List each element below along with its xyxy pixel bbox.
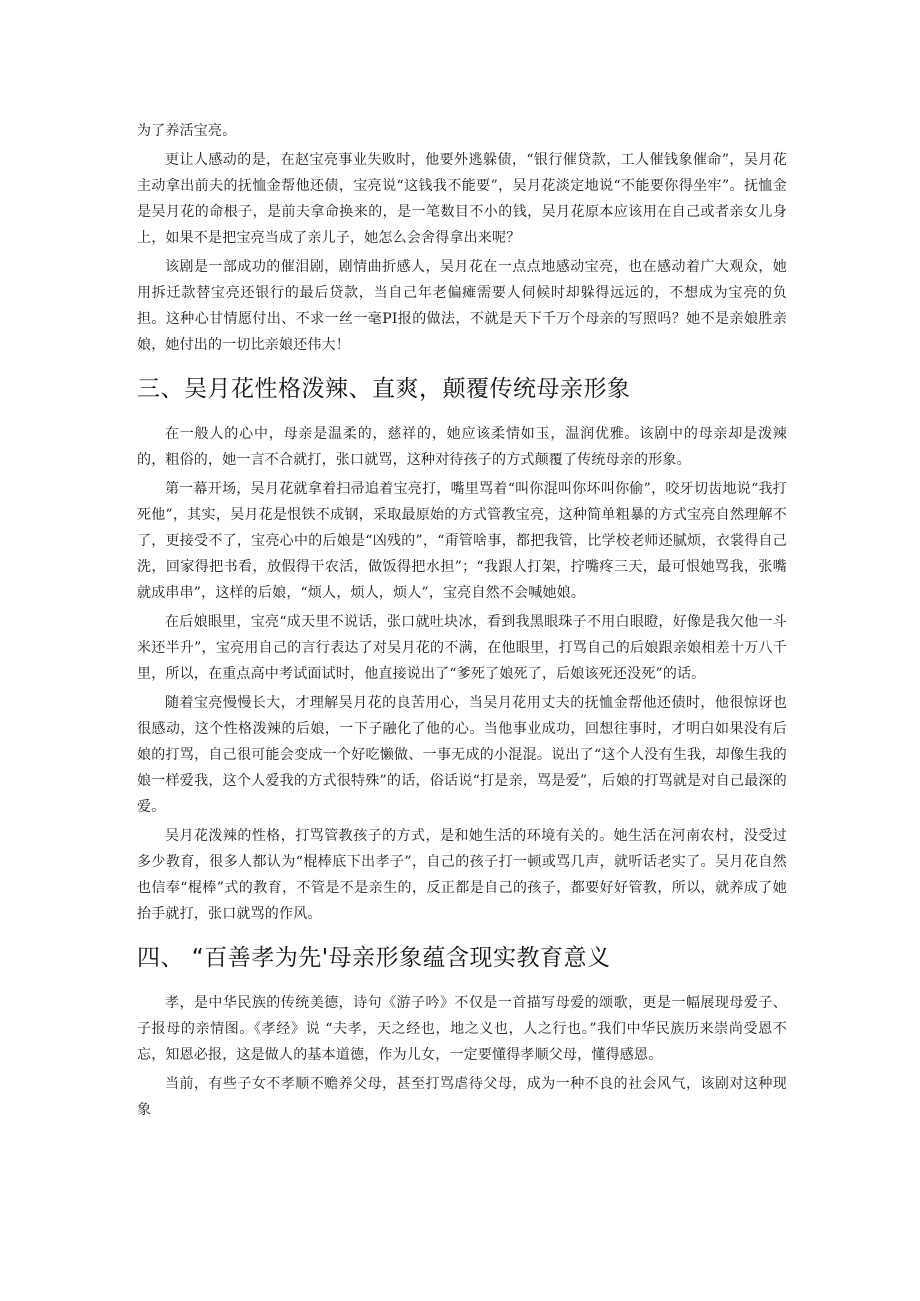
- paragraph: 当前，有些子女不孝顺不赡养父母，甚至打骂虐待父母，成为一种不良的社会风气，该剧对这种现象: [137, 1076, 787, 1118]
- paragraph: 在一般人的心中，母亲是温柔的，慈祥的，她应该柔情如玉，温润优雅。该剧中的母亲却是泼辣的，粗俗的，她一言不合就打，张口就骂，这种对待孩子的方式颠覆了传统母亲的形象。: [137, 426, 787, 468]
- section-heading-3: 三、吴月花性格泼辣、直爽，颠覆传统母亲形象: [137, 376, 631, 402]
- paragraph: 孝，是中华民族的传统美德，诗句《游子吟》不仅是一首描写母爱的颂歌，更是一幅展现母爱子、子报母的亲情图。《孝经》说 “夫孝，天之经也，地之义也，人之行也。”我们中华民族历来崇尚受恩不忘，知恩必报，这是做人的基本道德，作为儿女，一定要懂得孝顺父母，懂得感恩。: [137, 995, 787, 1063]
- section-heading-4: 四、 “百善孝为先'母亲形象蕴含现实教育意义: [137, 945, 611, 971]
- paragraph: 第一幕开场，吴月花就拿着扫帚追着宝亮打，嘴里骂着“叫你混叫你坏叫你偷”，咬牙切齿地说“我打死他”，其实，吴月花是恨铁不成钢，采取最原始的方式管教宝亮，这种简单粗暴的方式宝亮自然理解不了，更接受不了，宝亮心中的后娘是“凶残的”，“甭管啥事，都把我管，比学校老师还腻烦，衣裳得自己洗，回家得把书看，放假得干农活，做饭得把水担”；“我跟人打架，拧嘴疼三天，最可恨她骂我，张嘴就成串串”，这样的后娘，“烦人，烦人，烦人”，宝亮自然不会喊她娘。: [137, 481, 787, 601]
- paragraph: 该剧是一部成功的催泪剧，剧情曲折感人，吴月花在一点点地感动宝亮，也在感动着广大观众，她用拆迁款替宝亮还银行的最后贷款，当自己年老偏瘫需要人伺候时却躲得远远的，不想成为宝亮的负担。这种心甘情愿付出、不求一丝一毫PI报的做法，不就是天下千万个母亲的写照吗？她不是亲娘胜亲娘，她付出的一切比亲娘还伟大！: [137, 259, 787, 353]
- paragraph: 为了养活宝亮。: [137, 123, 237, 139]
- paragraph: 吴月花泼辣的性格，打骂管教孩子的方式，是和她生活的环境有关的。她生活在河南农村，没受过多少教育，很多人都认为“棍棒底下出孝子”，自己的孩子打一顿或骂几声，就听话老实了。吴月花自然也信奉“棍棒”式的教育，不管是不是亲生的，反正都是自己的孩子，都要好好管教，所以，就养成了她抬手就打，张口就骂的作风。: [137, 828, 787, 922]
- document-body: [137, 118, 787, 1123]
- paragraph: 更让人感动的是，在赵宝亮事业失败时，他要外逃躲债，“银行催贷款，工人催钱象催命”，吴月花主动拿出前夫的抚恤金帮他还债，宝亮说“这钱我不能要”，吴月花淡定地说“不能要你得坐牢”。抚恤金是吴月花的命根子，是前夫拿命换来的，是一笔数目不小的钱，吴月花原本应该用在自己或者亲女儿身上，如果不是把宝亮当成了亲儿子，她怎么会舍得拿出来呢？: [137, 152, 787, 246]
- paragraph: 在后娘眼里，宝亮“成天里不说话，张口就吐块冰，看到我黑眼珠子不用白眼瞪，好像是我欠他一斗米还半升”，宝亮用自己的言行表达了对吴月花的不满，在他眼里，打骂自己的后娘跟亲娘相差十万八千里，所以，在重点高中考试面试时，他直接说出了“爹死了娘死了，后娘该死还没死”的话。: [137, 614, 787, 682]
- paragraph: 随着宝亮慢慢长大，才理解吴月花的良苦用心，当吴月花用丈夫的抚恤金帮他还债时，他很惊讶也很感动，这个性格泼辣的后娘，一下子融化了他的心。当他事业成功，回想往事时，才明白如果没有后娘的打骂，自己很可能会变成一个好吃懒做、一事无成的小混混。说出了“这个人没有生我，却像生我的娘一样爱我，这个人爱我的方式很特殊”的话，俗话说“打是亲，骂是爱”，后娘的打骂就是对自己最深的爱。: [137, 695, 787, 815]
